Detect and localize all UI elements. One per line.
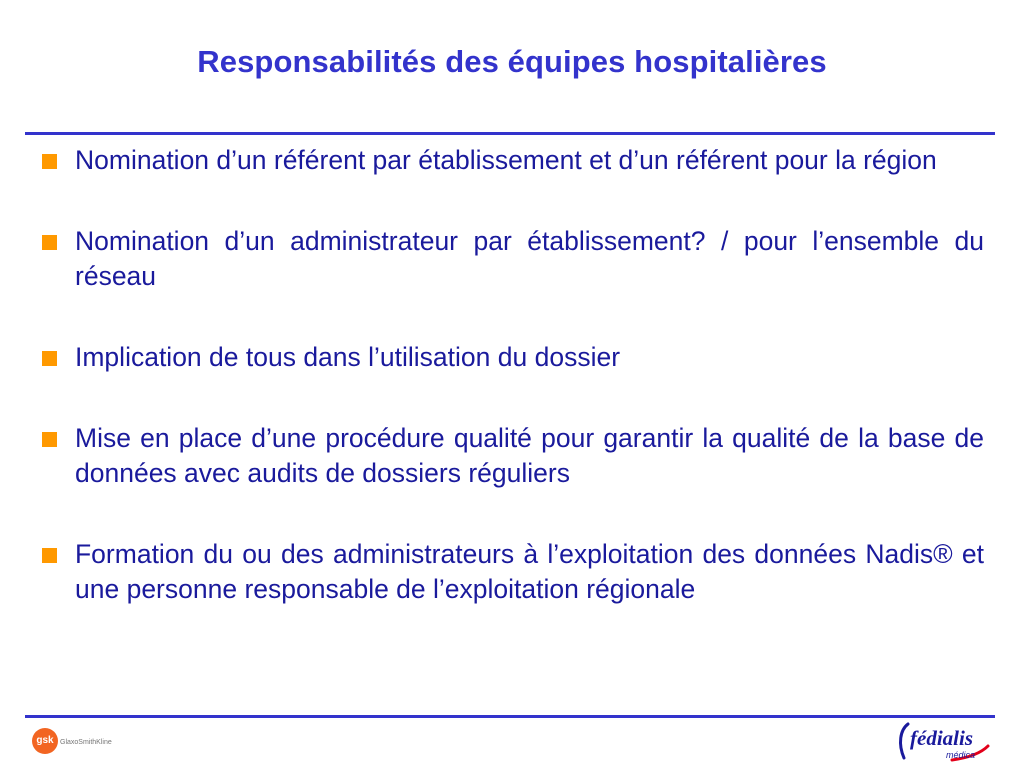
title-divider xyxy=(25,132,995,135)
gsk-mark: gsk xyxy=(32,728,58,754)
bullet-item xyxy=(40,224,984,294)
bullet-text: Nomination d’un référent par établissement et d’un référent pour la région xyxy=(75,145,937,175)
bullet-item xyxy=(40,340,984,375)
square-bullet-icon xyxy=(42,351,57,366)
bullet-list xyxy=(40,143,984,607)
bullet-item xyxy=(40,143,984,178)
square-bullet-icon xyxy=(42,432,57,447)
fedialis-logo-icon xyxy=(892,720,996,764)
bullet-item xyxy=(40,537,984,607)
bullet-text: Mise en place d’une procédure qualité pour garantir la qualité de la base de données avec audits de dossiers réguliers xyxy=(75,423,984,488)
fedialis-name: fédialis xyxy=(910,726,973,750)
gsk-logo-icon xyxy=(32,728,122,756)
footer-divider xyxy=(25,715,995,718)
fedialis-subtitle: médica xyxy=(946,750,976,760)
bullet-item xyxy=(40,421,984,491)
square-bullet-icon xyxy=(42,235,57,250)
bullet-text: Nomination d’un administrateur par établissement? / pour l’ensemble du réseau xyxy=(75,226,984,291)
gsk-name: GlaxoSmithKline xyxy=(60,739,112,746)
bullet-text: Formation du ou des administrateurs à l’exploitation des données Nadis® et une personne responsable de l’exploitation régionale xyxy=(75,539,984,604)
square-bullet-icon xyxy=(42,548,57,563)
bullet-text: Implication de tous dans l’utilisation du dossier xyxy=(75,342,621,372)
square-bullet-icon xyxy=(42,154,57,169)
slide-title: Responsabilités des équipes hospitalières xyxy=(197,44,827,79)
